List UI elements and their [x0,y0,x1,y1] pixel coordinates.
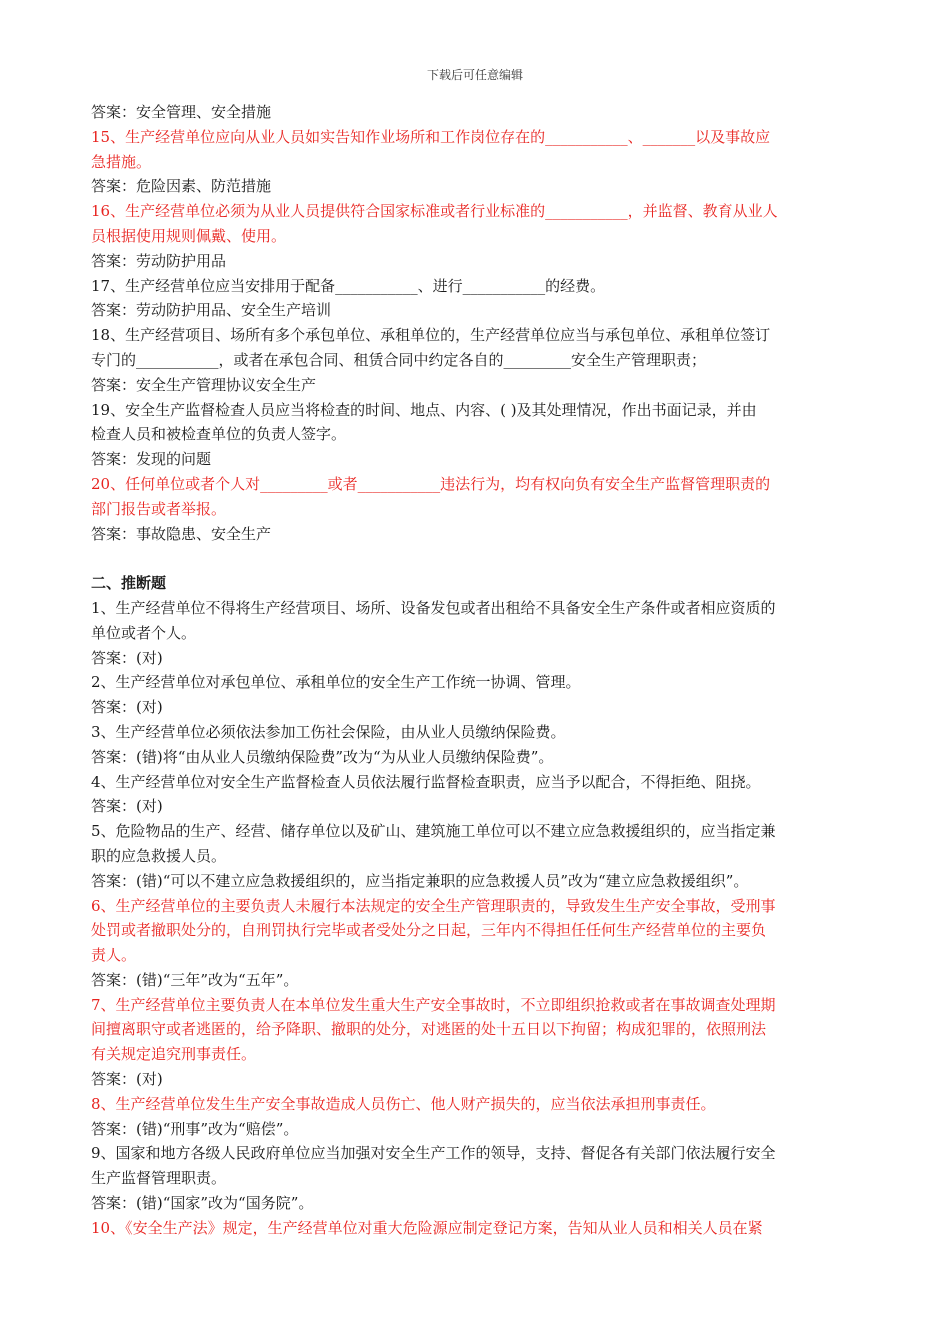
text-line: 处罚或者撤职处分的，自刑罚执行完毕或者受处分之日起，三年内不得担任任何生产经营单位的主要负 [91,921,767,940]
page-header: 下载后可任意编辑 [426,68,523,82]
text-line: 答案：(错)“国家”改为“国务院”。 [91,1194,314,1213]
text-line: 答案：发现的问题 [91,450,212,469]
text-line: 4、生产经营单位对安全生产监督检查人员依法履行监督检查职责，应当予以配合，不得拒绝、阻挠。 [91,772,761,791]
text-line: 答案：(错)“刑事”改为“赔偿”。 [91,1119,299,1138]
text-line: 答案：危险因素、防范措施 [91,177,272,196]
text-line: 检查人员和被检查单位的负责人签字。 [91,425,347,444]
text-line: 责人。 [91,946,137,965]
blank-line [91,546,859,571]
text-line: 19、安全生产监督检查人员应当将检查的时间、地点、内容、( )及其处理情况，作出书面记录，并由 [91,400,757,419]
text-line: 6、生产经营单位的主要负责人未履行本法规定的安全生产管理职责的，导致发生生产安全事故，受刑事 [91,896,776,915]
text-line: 16、生产经营单位必须为从业人员提供符合国家标准或者行业标准的___________，并监督、教育从业人 [91,202,778,221]
text-line: 答案：安全生产管理协议安全生产 [91,375,317,394]
text-line: 9、国家和地方各级人民政府单位应当加强对安全生产工作的领导，支持、督促各有关部门依法履行安全 [91,1144,776,1163]
text-line: 答案：劳动防护用品、安全生产培训 [91,301,332,320]
text-line: 7、生产经营单位主要负责人在本单位发生重大生产安全事故时，不立即组织抢救或者在事故调查处理期 [91,995,776,1014]
text-line: 答案：(对) [91,797,163,816]
text-line: 答案：(错)“三年”改为“五年”。 [91,970,299,989]
text-line: 5、危险物品的生产、经营、储存单位以及矿山、建筑施工单位可以不建立应急救援组织的，应当指定兼 [91,822,776,841]
text-line: 急措施。 [91,152,152,171]
text-line: 15、生产经营单位应向从业人员如实告知作业场所和工作岗位存在的___________、_______以及事故应 [91,127,771,146]
text-line: 答案：事故隐患、安全生产 [91,524,272,543]
text-line: 答案：劳动防护用品 [91,251,227,270]
text-line: 答案：(错)将“由从业人员缴纳保险费”改为“为从业人员缴纳保险费”。 [91,747,554,766]
text-line: 员根据使用规则佩戴、使用。 [91,226,287,245]
text-line: 1、生产经营单位不得将生产经营项目、场所、设备发包或者出租给不具备安全生产条件或者相应资质的 [91,598,776,617]
text-line: 18、生产经营项目、场所有多个承包单位、承租单位的，生产经营单位应当与承包单位、承租单位签订 [91,326,771,345]
text-line: 答案：(错)“可以不建立应急救援组织的，应当指定兼职的应急救援人员”改为“建立应急救援组织”。 [91,871,749,890]
text-line: 有关规定追究刑事责任。 [91,1045,257,1064]
text-line: 单位或者个人。 [91,623,197,642]
text-line: 专门的___________，或者在承包合同、租赁合同中约定各自的_________安全生产管理职责； [91,350,707,369]
document-body [91,100,859,1241]
text-line: 间擅离职守或者逃匿的，给予降职、撤职的处分，对逃匿的处十五日以下拘留；构成犯罪的，依照刑法 [91,1020,767,1039]
text-line: 生产监督管理职责。 [91,1169,227,1188]
text-line: 答案：(对) [91,648,163,667]
text-line: 职的应急救援人员。 [91,846,227,865]
text-line: 8、生产经营单位发生生产安全事故造成人员伤亡、他人财产损失的，应当依法承担刑事责任。 [91,1094,716,1113]
text-line: 20、任何单位或者个人对_________或者___________违法行为，均有权向负有安全生产监督管理职责的 [91,474,771,493]
text-line: 部门报告或者举报。 [91,499,227,518]
text-line: 10、《安全生产法》规定，生产经营单位对重大危险源应制定登记方案，告知从业人员和相关人员在紧 [91,1218,763,1237]
text-line: 答案：(对) [91,698,163,717]
text-line: 17、生产经营单位应当安排用于配备___________、进行___________的经费。 [91,276,606,295]
text-line: 2、生产经营单位对承包单位、承租单位的安全生产工作统一协调、管理。 [91,673,581,692]
section-heading: 二、推断题 [91,574,167,593]
text-line: 答案：安全管理、安全措施 [91,103,272,121]
text-line: 答案：(对) [91,1070,163,1089]
text-line: 3、生产经营单位必须依法参加工伤社会保险，由从业人员缴纳保险费。 [91,722,566,741]
